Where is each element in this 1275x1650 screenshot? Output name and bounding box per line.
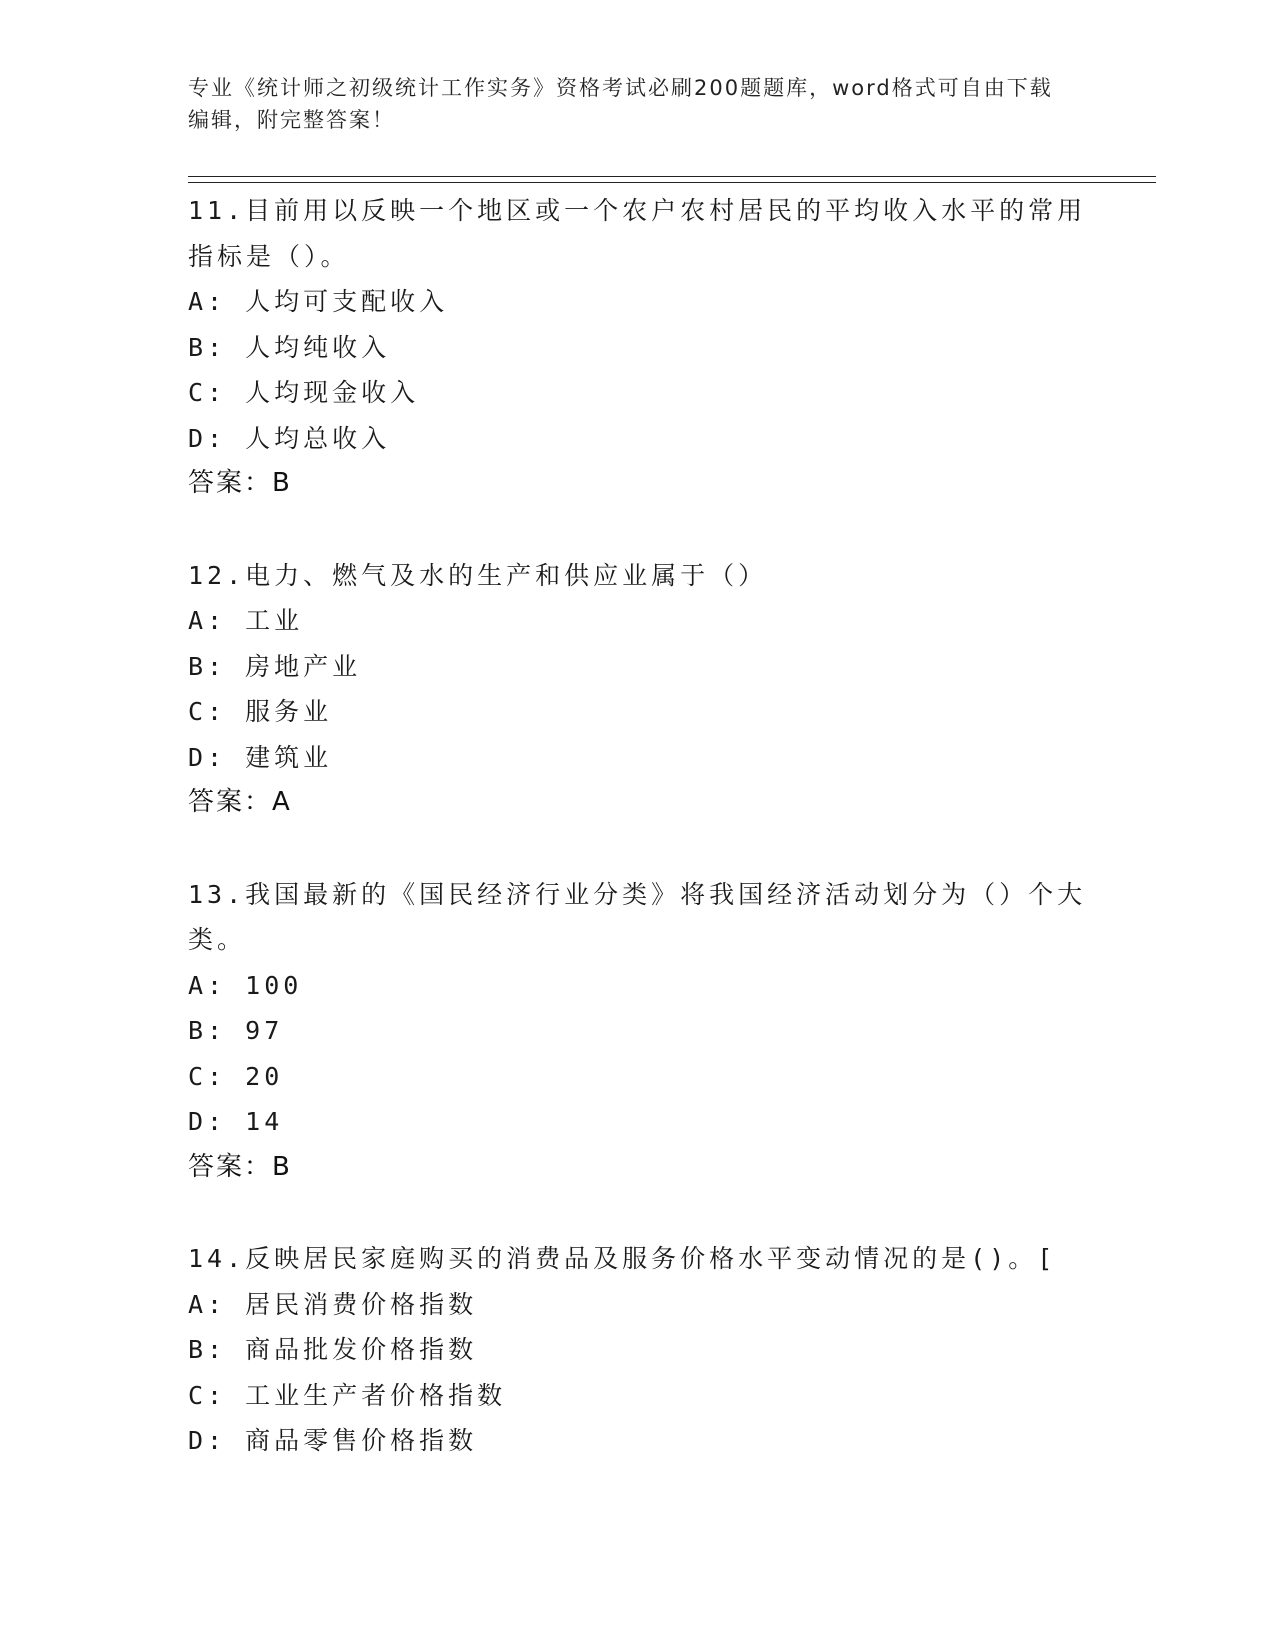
option-c: C: 20: [188, 1061, 284, 1091]
option-d: D: 人均总收入: [188, 423, 391, 453]
option-d: D: 14: [188, 1107, 284, 1136]
header-rule-bottom: [188, 182, 1156, 183]
header-rule-top: [188, 176, 1156, 177]
question-list: [188, 188, 1088, 1510]
option-b: B: 商品批发价格指数: [188, 1335, 478, 1364]
document-header: 专业《统计师之初级统计工作实务》资格考试必刷200题题库，word格式可自由下载编辑，附完整答案！: [188, 76, 1053, 132]
answer-line: 答案：B: [188, 468, 292, 498]
option-a: A: 居民消费价格指数: [188, 1289, 478, 1319]
question-stem: 13.我国最新的《国民经济行业分类》将我国经济活动划分为（）个大类。: [188, 879, 1087, 954]
option-c: C: 服务业: [188, 697, 333, 726]
option-d: D: 商品零售价格指数: [188, 1426, 478, 1455]
question-stem: 12.电力、燃气及水的生产和供应业属于（）: [188, 560, 768, 590]
option-a: A: 工业: [188, 606, 304, 635]
question-12: [188, 553, 1088, 826]
option-b: B: 97: [188, 1016, 284, 1045]
answer-line: 答案：B: [188, 1151, 292, 1182]
question-11: [188, 188, 1088, 507]
option-c: C: 工业生产者价格指数: [188, 1380, 507, 1410]
option-c: C: 人均现金收入: [188, 378, 420, 407]
question-13: [188, 872, 1088, 1191]
option-d: D: 建筑业: [188, 742, 333, 772]
question-stem: 14.反映居民家庭购买的消费品及服务价格水平变动情况的是()。[: [188, 1244, 1057, 1273]
question-14: [188, 1236, 1088, 1464]
option-b: B: 房地产业: [188, 651, 362, 681]
question-stem: 11.目前用以反映一个地区或一个农户农村居民的平均收入水平的常用指标是（）。: [188, 196, 1087, 271]
answer-line: 答案：A: [188, 787, 292, 817]
option-b: B: 人均纯收入: [188, 332, 391, 362]
option-a: A: 100: [188, 970, 303, 1000]
option-a: A: 人均可支配收入: [188, 287, 449, 316]
